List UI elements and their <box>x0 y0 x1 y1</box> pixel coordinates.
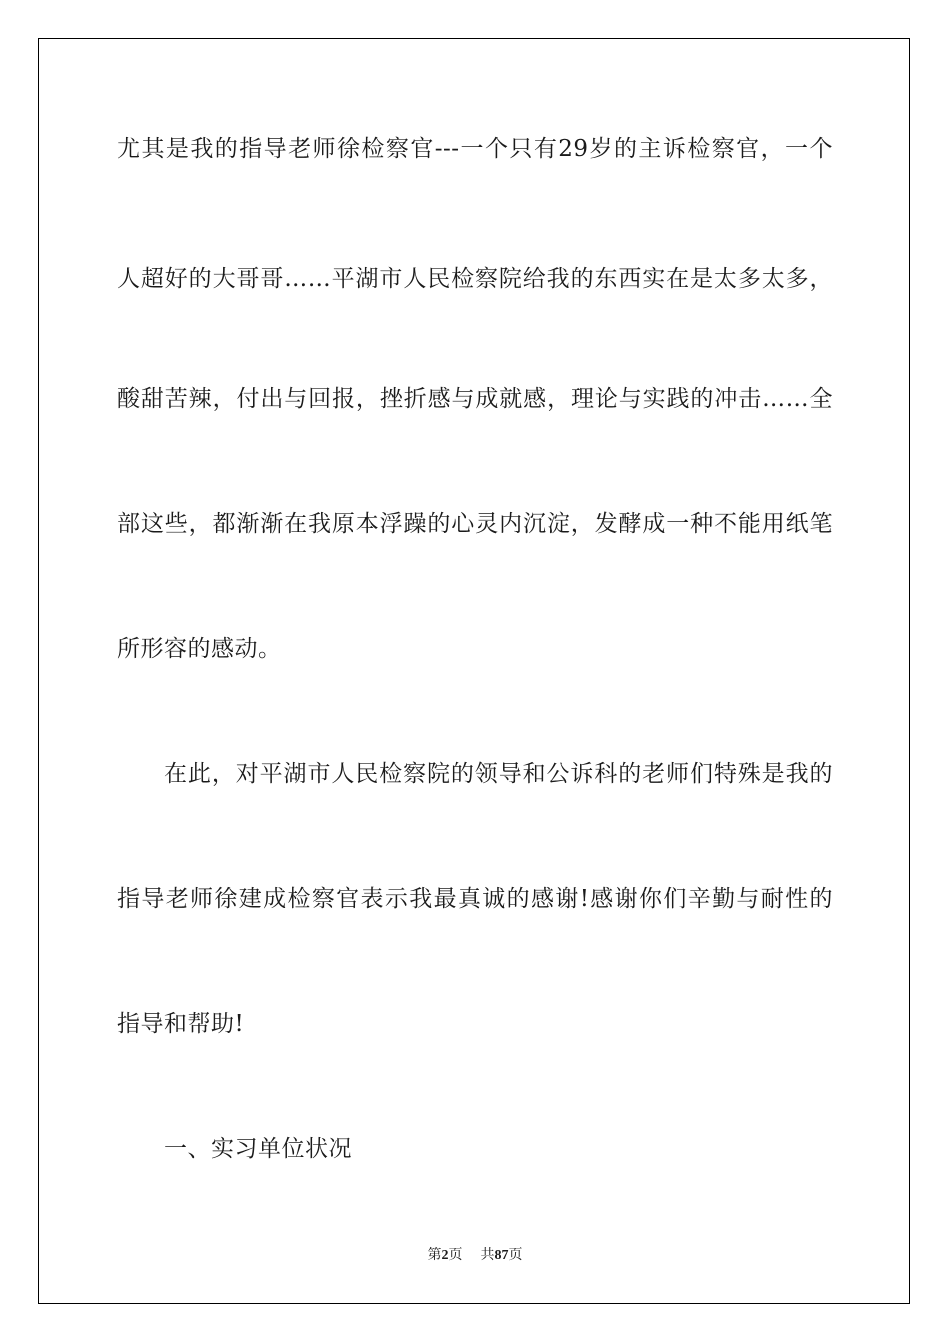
body-text-line-5: 所形容的感动。 <box>117 636 282 662</box>
page-border <box>38 38 910 1304</box>
body-text-line-6: 在此，对平湖市人民检察院的领导和公诉科的老师们特殊是我的 <box>164 761 833 787</box>
footer-total-prefix: 共 <box>480 1248 495 1263</box>
body-text-line-3: 酸甜苦辣，付出与回报，挫折感与成就感，理论与实践的冲击……全 <box>117 386 833 412</box>
body-text-line-2: 人超好的大哥哥……平湖市人民检察院给我的东西实在是太多太多， <box>117 266 833 292</box>
footer-page-number: 2 <box>441 1248 449 1263</box>
footer-page-suffix: 页 <box>448 1248 463 1263</box>
section-heading: 一、实习单位状况 <box>164 1136 352 1162</box>
body-text-line-7: 指导老师徐建成检察官表示我最真诚的感谢!感谢你们辛勤与耐性的 <box>117 886 833 912</box>
body-text-line-8: 指导和帮助! <box>117 1011 245 1037</box>
page-footer <box>0 1247 950 1265</box>
body-text-line-4: 部这些，都渐渐在我原本浮躁的心灵内沉淀，发酵成一种不能用纸笔 <box>117 511 833 537</box>
footer-total-pages: 87 <box>494 1248 509 1263</box>
body-text-line-1: 尤其是我的指导老师徐检察官---一个只有29岁的主诉检察官，一个 <box>117 136 833 162</box>
footer-page-prefix: 第 <box>427 1248 442 1263</box>
footer-total-suffix: 页 <box>508 1248 523 1263</box>
